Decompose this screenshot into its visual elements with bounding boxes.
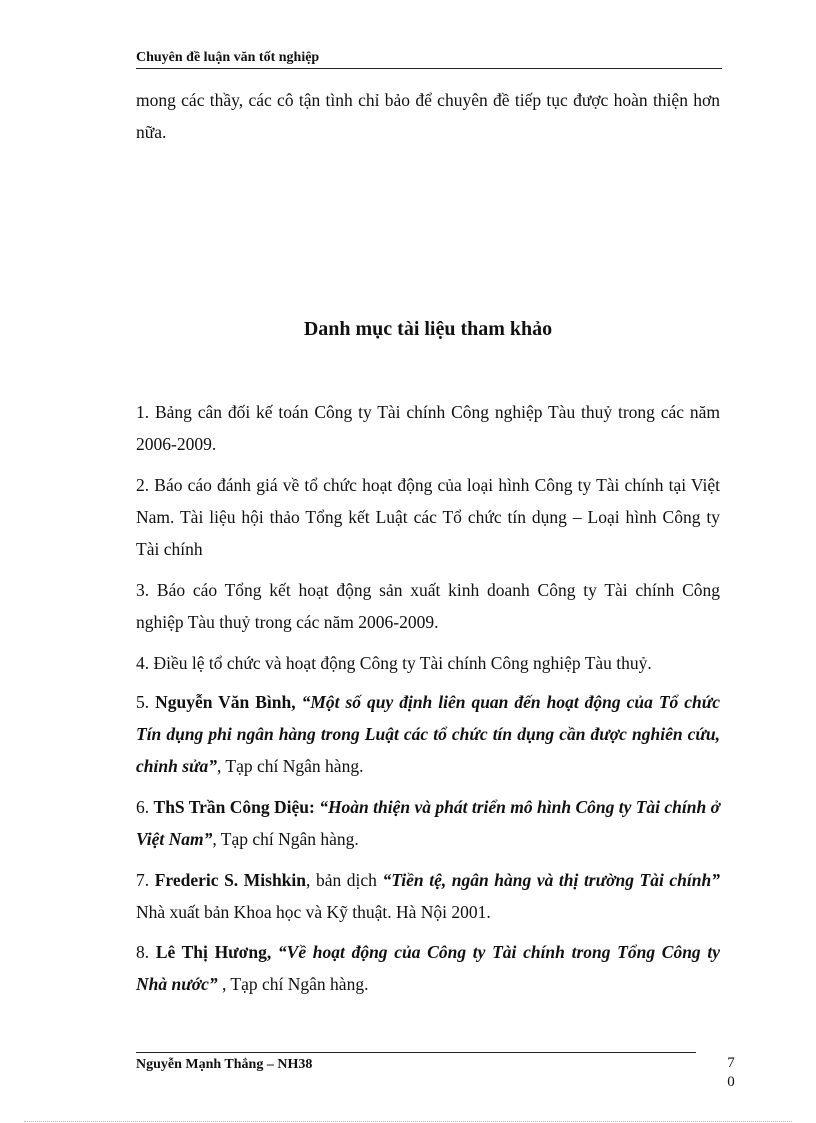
page-number-digit-1: 7: [727, 1055, 735, 1071]
running-header: Chuyên đề luận văn tốt nghiệp: [136, 50, 722, 69]
footer-author: Nguyễn Mạnh Thắng – NH38: [136, 1057, 313, 1072]
reference-title: “Hoàn thiện và phát triển mô hình Công ty Tài chính ở Việt Nam”: [136, 797, 721, 849]
reference-item-2: 2. Báo cáo đánh giá về tổ chức hoạt động của loại hình Công ty Tài chính tại Việt Nam. Tài liệu hội thảo Tổng kết Luật các Tổ chức tín dụng – Loại hình Công ty Tài chính: [136, 475, 720, 559]
reference-source: , Tạp chí Ngân hàng.: [217, 756, 364, 776]
reference-item-4: 4. Điều lệ tổ chức và hoạt động Công ty Tài chính Công nghiệp Tàu thuỷ.: [136, 653, 652, 673]
page-bottom-border: [24, 1121, 792, 1122]
reference-number: 8.: [136, 942, 150, 962]
footer-rule: [136, 1052, 696, 1053]
page-number-digit-2: 0: [727, 1074, 735, 1090]
reference-item-1: 1. Bảng cân đối kế toán Công ty Tài chính Công nghiệp Tàu thuỷ trong các năm 2006-2009.: [136, 402, 720, 454]
reference-item-7: [136, 864, 720, 928]
reference-number: 5.: [136, 692, 150, 712]
section-title: Danh mục tài liệu tham khảo: [303, 318, 553, 340]
intro-paragraph: mong các thầy, các cô tận tình chỉ bảo để chuyên đề tiếp tục được hoàn thiện hơn nữa.: [136, 90, 720, 142]
reference-item-3: 3. Báo cáo Tổng kết hoạt động sản xuất kinh doanh Công ty Tài chính Công nghiệp Tàu thuỷ trong các năm 2006-2009.: [136, 580, 720, 632]
reference-source: Nhà xuất bản Khoa học và Kỹ thuật. Hà Nội 2001.: [136, 902, 491, 922]
page-number: [724, 1054, 738, 1092]
reference-author: Frederic S. Mishkin: [154, 870, 306, 890]
reference-title: “Tiền tệ, ngân hàng và thị trường Tài chính”: [382, 870, 720, 890]
reference-item-6: [136, 791, 720, 855]
reference-title: “Một số quy định liên quan đến hoạt động của Tổ chức Tín dụng phi ngân hàng trong Luật các tổ chức tín dụng cần được nghiên cứu, chỉnh sửa”: [136, 692, 720, 776]
reference-item-5: [136, 686, 720, 782]
reference-item-8: [136, 936, 720, 1000]
reference-source: , Tạp chí Ngân hàng.: [217, 974, 369, 994]
reference-source: , Tạp chí Ngân hàng.: [212, 829, 359, 849]
reference-number: 7.: [136, 870, 150, 890]
reference-translator-note: , bản dịch: [306, 870, 377, 890]
reference-author: Nguyễn Văn Bình,: [155, 692, 296, 712]
reference-title: “Về hoạt động của Công ty Tài chính trong Tổng Công ty Nhà nước”: [136, 942, 720, 994]
reference-author: Lê Thị Hương,: [155, 942, 272, 962]
reference-author: ThS Trần Công Diệu:: [153, 797, 315, 817]
reference-number: 6.: [136, 797, 150, 817]
